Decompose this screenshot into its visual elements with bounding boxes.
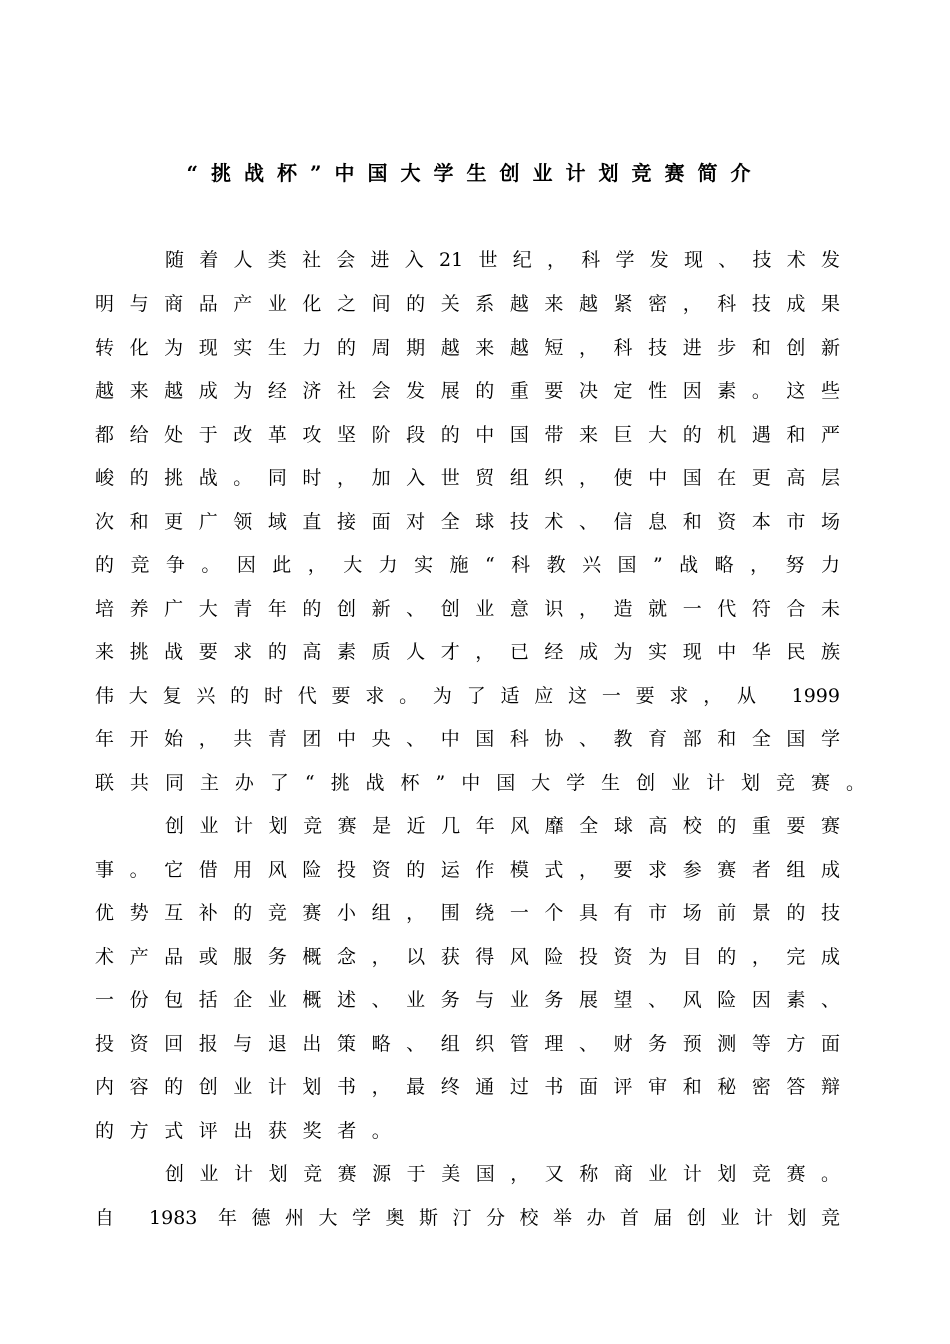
paragraph-line: 事。它借用风险投资的运作模式，要求参赛者组成 bbox=[95, 859, 840, 881]
paragraph-line: 内容的创业计划书，最终通过书面评审和秘密答辩 bbox=[95, 1076, 840, 1098]
paragraph-line: 伟大复兴的时代要求。为了适应这一要求，从 1999 bbox=[95, 685, 840, 707]
paragraph-line: 创业计划竞赛是近几年风靡全球高校的重要赛 bbox=[165, 815, 840, 837]
paragraph-line: 优势互补的竞赛小组，围绕一个具有市场前景的技 bbox=[95, 902, 840, 924]
paragraph-line: 转化为现实生力的周期越来越短，科技进步和创新 bbox=[95, 337, 840, 359]
paragraph-line: 都给处于改革攻坚阶段的中国带来巨大的机遇和严 bbox=[95, 424, 840, 446]
paragraph-line: 创业计划竞赛源于美国，又称商业计划竞赛。 bbox=[165, 1163, 840, 1185]
paragraph-line: 一份包括企业概述、业务与业务展望、风险因素、 bbox=[95, 989, 840, 1011]
paragraph-line: 培养广大青年的创新、创业意识，造就一代符合未 bbox=[95, 598, 840, 620]
document-title: “挑战杯”中国大学生创业计划竞赛简介 bbox=[186, 161, 764, 185]
paragraph-line: 年开始，共青团中央、中国科协、教育部和全国学 bbox=[95, 728, 840, 750]
paragraph-line: 次和更广领域直接面对全球技术、信息和资本市场 bbox=[95, 511, 840, 533]
paragraph-line: 越来越成为经济社会发展的重要决定性因素。这些 bbox=[95, 380, 840, 402]
paragraph-line: 峻的挑战。同时，加入世贸组织，使中国在更高层 bbox=[95, 467, 840, 489]
paragraph-line: 明与商品产业化之间的关系越来越紧密，科技成果 bbox=[95, 293, 840, 315]
paragraph-line: 术产品或服务概念，以获得风险投资为目的，完成 bbox=[95, 946, 840, 968]
paragraph-line: 随着人类社会进入21世纪，科学发现、技术发 bbox=[165, 249, 840, 271]
paragraph-line: 的方式评出获奖者。 bbox=[95, 1120, 407, 1142]
paragraph-line: 来挑战要求的高素质人才，已经成为实现中华民族 bbox=[95, 641, 840, 663]
paragraph-line: 投资回报与退出策略、组织管理、财务预测等方面 bbox=[95, 1033, 840, 1055]
paragraph-line: 的竞争。因此，大力实施“科教兴国”战略，努力 bbox=[95, 554, 840, 576]
paragraph-line: 联共同主办了“挑战杯”中国大学生创业计划竞赛。 bbox=[95, 772, 865, 794]
paragraph-line: 自 1983 年德州大学奥斯汀分校举办首届创业计划竞 bbox=[95, 1207, 840, 1229]
